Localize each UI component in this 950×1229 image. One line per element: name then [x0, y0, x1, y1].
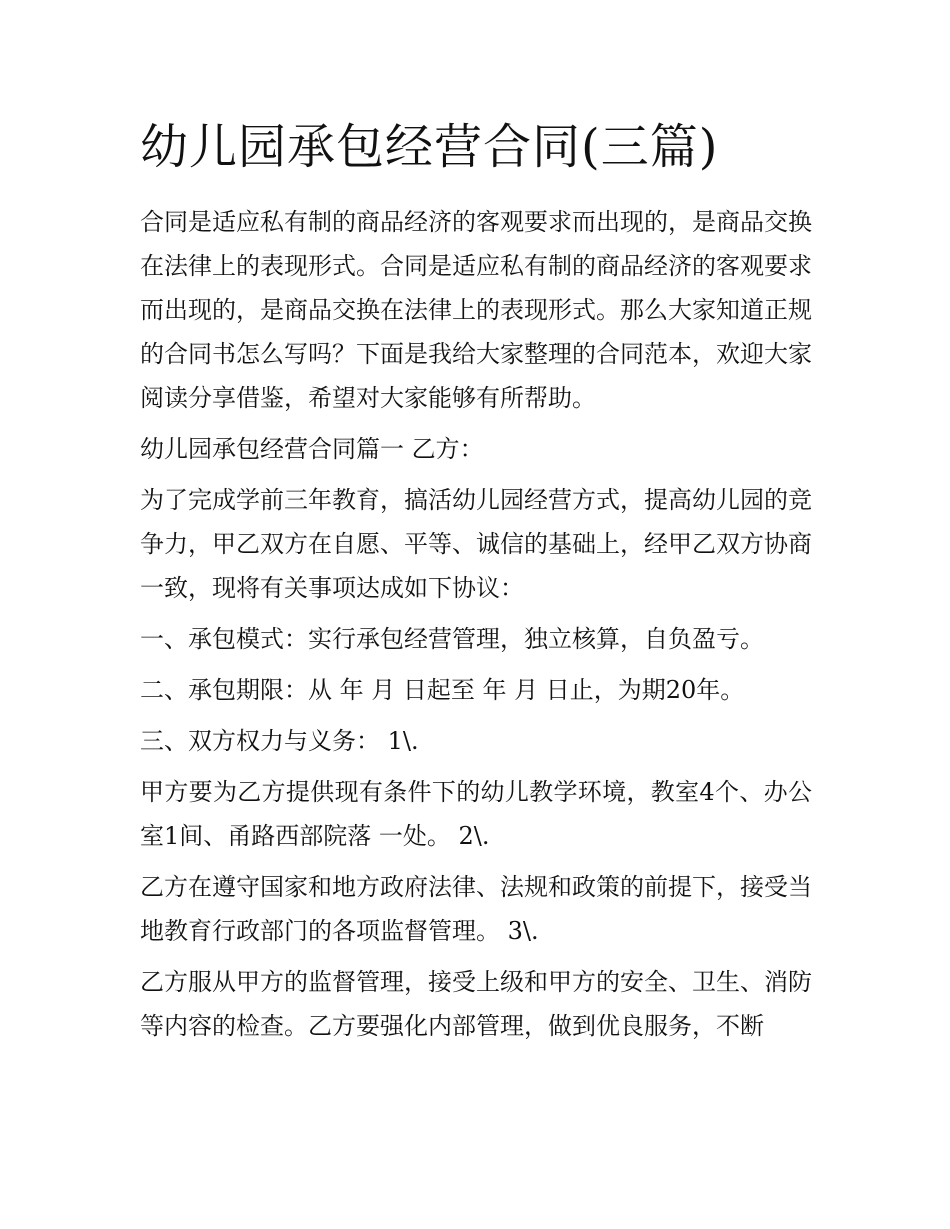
paragraph-item-1: 甲方要为乙方提供现有条件下的幼儿教学环境，教室4个、办公室1间、甬路西部院落 一处。 2\. [140, 778, 812, 850]
paragraph-section-heading: 幼儿园承包经营合同篇一 乙方： [140, 435, 484, 463]
paragraph-purpose: 为了完成学前三年教育，搞活幼儿园经营方式，提高幼儿园的竞争力，甲乙双方在自愿、平等、诚信的基础上，经甲乙双方协商一致，现将有关事项达成如下协议： [140, 486, 812, 602]
document-title: 幼儿园承包经营合同(三篇) [140, 119, 719, 175]
paragraph-clause-2: 二、承包期限：从 年 月 日起至 年 月 日止，为期20年。 [140, 676, 745, 704]
paragraph-clause-3: 三、双方权力与义务： 1\. [140, 727, 419, 755]
paragraph-intro: 合同是适应私有制的商品经济的客观要求而出现的，是商品交换在法律上的表现形式。合同是适应私有制的商品经济的客观要求而出现的，是商品交换在法律上的表现形式。那么大家知道正规的合同书怎么写吗？下面是我给大家整理的合同范本，欢迎大家阅读分享借鉴，希望对大家能够有所帮助。 [140, 208, 812, 412]
paragraph-item-3: 乙方服从甲方的监督管理，接受上级和甲方的安全、卫生、消防等内容的检查。乙方要强化内部管理，做到优良服务，不断 [140, 968, 812, 1040]
paragraph-clause-1: 一、承包模式：实行承包经营管理，独立核算，自负盈亏。 [140, 625, 764, 653]
document-body [140, 200, 812, 1055]
paragraph-item-2: 乙方在遵守国家和地方政府法律、法规和政策的前提下，接受当地教育行政部门的各项监督管理。 3\. [140, 873, 812, 945]
